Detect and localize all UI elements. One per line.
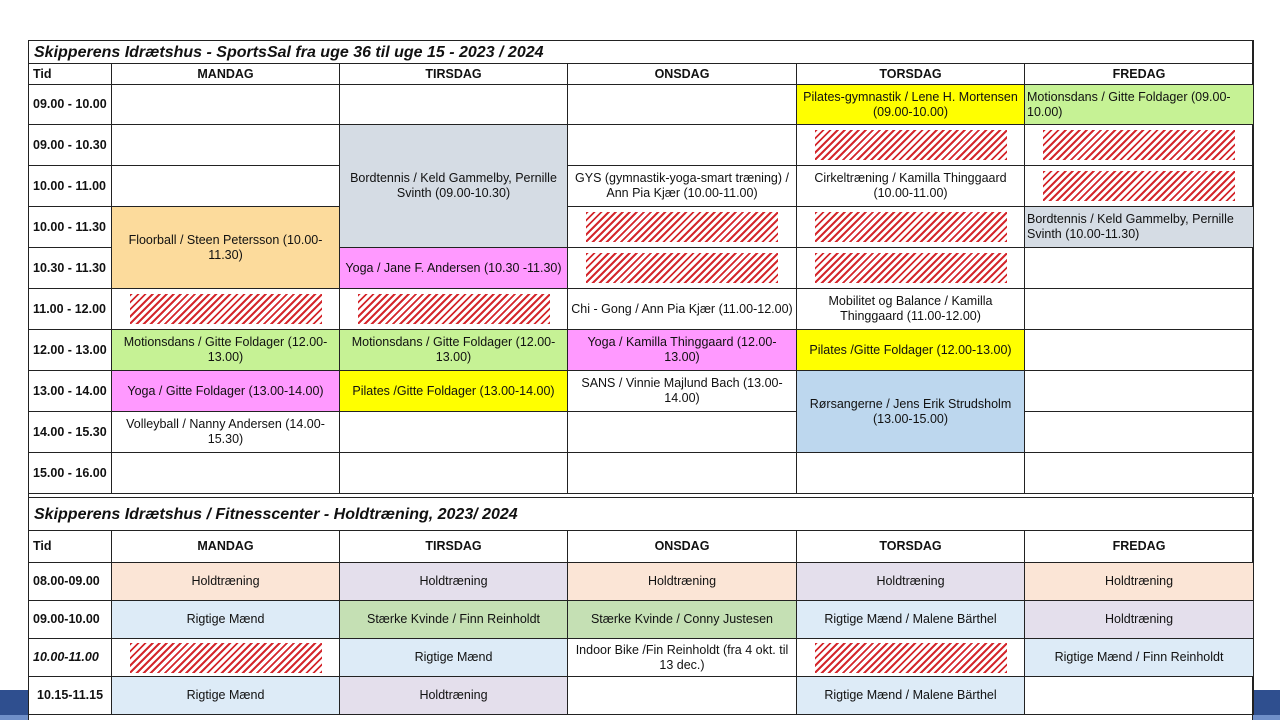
class-cell: Holdtræning [112, 563, 340, 601]
time-cell: 09.00 - 10.30 [29, 125, 112, 166]
blocked-cell [797, 248, 1025, 289]
blocked-cell [568, 207, 797, 248]
class-cell: Rørsangerne / Jens Erik Strudsholm (13.00-15.00) [797, 371, 1025, 453]
table-row [29, 289, 1254, 330]
class-cell: Rigtige Mænd [112, 601, 340, 639]
empty-cell [340, 85, 568, 125]
class-cell: Rigtige Mænd / Finn Reinholdt [1025, 639, 1254, 677]
header-torsdag: TORSDAG [797, 64, 1025, 85]
class-cell: Yoga / Kamilla Thinggaard (12.00-13.00) [568, 330, 797, 371]
hatched-block [1043, 171, 1235, 201]
blocked-cell [568, 248, 797, 289]
header-tirsdag: TIRSDAG [340, 531, 568, 563]
empty-cell [568, 412, 797, 453]
hatched-block [1043, 130, 1235, 160]
table-row [29, 166, 1254, 207]
class-cell: Holdtræning [1025, 563, 1254, 601]
class-cell: Holdtræning [797, 563, 1025, 601]
table-row [29, 207, 1254, 248]
hatched-block [130, 643, 322, 673]
hatched-block [358, 294, 550, 324]
class-cell: Volleyball / Nanny Andersen (14.00-15.30) [112, 412, 340, 453]
header-tirsdag: TIRSDAG [340, 64, 568, 85]
header-onsdag: ONSDAG [568, 64, 797, 85]
header-mandag: MANDAG [112, 64, 340, 85]
hatched-block [815, 253, 1007, 283]
class-cell: Stærke Kvinde / Conny Justesen [568, 601, 797, 639]
class-cell: Stærke Kvinde / Finn Reinholdt [340, 601, 568, 639]
header-fredag: FREDAG [1025, 531, 1254, 563]
table-row [29, 453, 1254, 494]
fitness-header-row [29, 531, 1254, 563]
empty-cell [1025, 453, 1254, 494]
class-cell: Holdtræning [568, 563, 797, 601]
empty-cell [112, 85, 340, 125]
sportssal-table [28, 40, 1254, 494]
blocked-cell [797, 125, 1025, 166]
empty-cell [568, 453, 797, 494]
header-torsdag: TORSDAG [797, 531, 1025, 563]
time-cell: 10.00 - 11.30 [29, 207, 112, 248]
table-row [29, 330, 1254, 371]
class-cell: Indoor Bike /Fin Reinholdt (fra 4 okt. til 13 dec.) [568, 639, 797, 677]
class-cell: Holdtræning [1025, 601, 1254, 639]
table-row [29, 639, 1254, 677]
hatched-block [586, 212, 778, 242]
table-row [29, 601, 1254, 639]
header-fredag: FREDAG [1025, 64, 1254, 85]
class-cell: Holdtræning [340, 677, 568, 715]
header-onsdag: ONSDAG [568, 531, 797, 563]
empty-cell [1025, 289, 1254, 330]
time-cell: 11.00 - 12.00 [29, 289, 112, 330]
fitness-title: Skipperens Idrætshus / Fitnesscenter - Holdtræning, 2023/ 2024 [29, 498, 1254, 531]
empty-cell [112, 166, 340, 207]
empty-cell [1025, 330, 1254, 371]
empty-cell [340, 453, 568, 494]
empty-cell [112, 125, 340, 166]
time-cell: 14.00 - 15.30 [29, 412, 112, 453]
empty-cell [568, 125, 797, 166]
blocked-cell [797, 207, 1025, 248]
table-row [29, 125, 1254, 166]
empty-cell [1025, 371, 1254, 412]
empty-cell [340, 412, 568, 453]
class-cell: Holdtræning [340, 563, 568, 601]
fitness-table [28, 497, 1254, 715]
class-cell: GYS (gymnastik-yoga-smart træning) / Ann Pia Kjær (10.00-11.00) [568, 166, 797, 207]
table-row [29, 85, 1254, 125]
header-mandag: MANDAG [112, 531, 340, 563]
class-cell: Mobilitet og Balance / Kamilla Thinggaard (11.00-12.00) [797, 289, 1025, 330]
blocked-cell [797, 639, 1025, 677]
class-cell: Pilates /Gitte Foldager (13.00-14.00) [340, 371, 568, 412]
blocked-cell [340, 289, 568, 330]
class-cell: Rigtige Mænd [340, 639, 568, 677]
time-cell: 12.00 - 13.00 [29, 330, 112, 371]
blocked-cell [1025, 125, 1254, 166]
class-cell: Motionsdans / Gitte Foldager (09.00-10.00) [1025, 85, 1254, 125]
empty-cell [568, 85, 797, 125]
empty-cell [797, 453, 1025, 494]
header-tid: Tid [29, 531, 112, 563]
time-cell: 08.00-09.00 [29, 563, 112, 601]
time-cell: 10.30 - 11.30 [29, 248, 112, 289]
hatched-block [586, 253, 778, 283]
empty-cell [1025, 412, 1254, 453]
time-cell: 15.00 - 16.00 [29, 453, 112, 494]
class-cell: Pilates /Gitte Foldager (12.00-13.00) [797, 330, 1025, 371]
class-cell: Chi - Gong / Ann Pia Kjær (11.00-12.00) [568, 289, 797, 330]
empty-cell [112, 453, 340, 494]
table-row [29, 371, 1254, 412]
empty-cell [1025, 677, 1254, 715]
table-row [29, 563, 1254, 601]
class-cell: Yoga / Jane F. Andersen (10.30 -11.30) [340, 248, 568, 289]
header-tid: Tid [29, 64, 112, 85]
class-cell: Pilates-gymnastik / Lene H. Mortensen (09.00-10.00) [797, 85, 1025, 125]
class-cell: Bordtennis / Keld Gammelby, Pernille Svinth (09.00-10.30) [340, 125, 568, 248]
empty-cell [1025, 248, 1254, 289]
blocked-cell [1025, 166, 1254, 207]
blocked-cell [112, 639, 340, 677]
sportssal-header-row [29, 64, 1254, 85]
class-cell: SANS / Vinnie Majlund Bach (13.00-14.00) [568, 371, 797, 412]
hatched-block [815, 643, 1007, 673]
time-cell: 10.00 - 11.00 [29, 166, 112, 207]
sportssal-title: Skipperens Idrætshus - SportsSal fra uge 36 til uge 15 - 2023 / 2024 [29, 41, 1254, 64]
hatched-block [815, 130, 1007, 160]
class-cell: Motionsdans / Gitte Foldager (12.00-13.00) [112, 330, 340, 371]
time-cell: 10.15-11.15 [29, 677, 112, 715]
class-cell: Cirkeltræning / Kamilla Thinggaard (10.00-11.00) [797, 166, 1025, 207]
class-cell: Bordtennis / Keld Gammelby, Pernille Svinth (10.00-11.30) [1025, 207, 1254, 248]
table-row [29, 412, 1254, 453]
class-cell: Rigtige Mænd [112, 677, 340, 715]
class-cell: Rigtige Mænd / Malene Bärthel [797, 677, 1025, 715]
class-cell: Rigtige Mænd / Malene Bärthel [797, 601, 1025, 639]
blocked-cell [112, 289, 340, 330]
table-row [29, 677, 1254, 715]
time-cell: 10.00-11.00 [29, 639, 112, 677]
time-cell: 13.00 - 14.00 [29, 371, 112, 412]
class-cell: Motionsdans / Gitte Foldager (12.00-13.00) [340, 330, 568, 371]
time-cell: 09.00-10.00 [29, 601, 112, 639]
time-cell: 09.00 - 10.00 [29, 85, 112, 125]
class-cell: Yoga / Gitte Foldager (13.00-14.00) [112, 371, 340, 412]
hatched-block [815, 212, 1007, 242]
hatched-block [130, 294, 322, 324]
empty-cell [568, 677, 797, 715]
class-cell: Floorball / Steen Petersson (10.00-11.30) [112, 207, 340, 289]
